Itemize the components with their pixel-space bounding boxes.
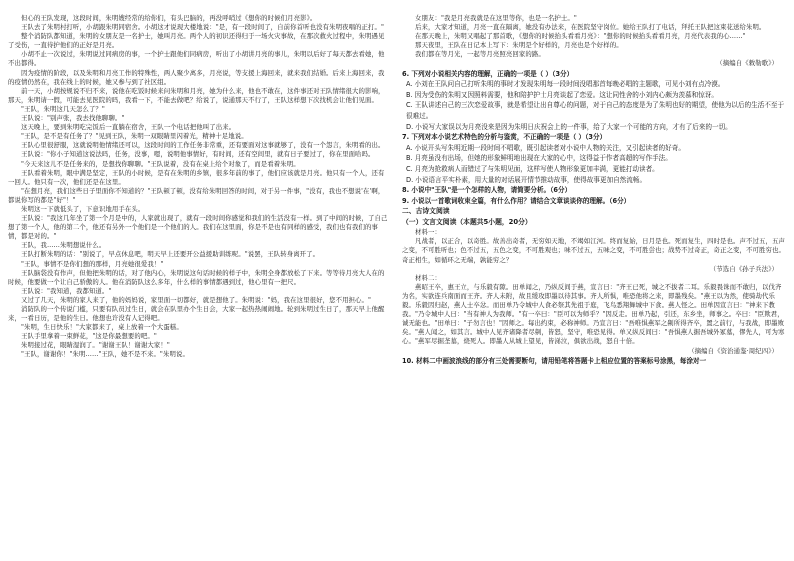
material-1-title: 材料一： bbox=[415, 228, 441, 237]
story-paragraph: "王队，朱明这几天怎么了？" bbox=[21, 104, 105, 113]
story-paragraph: "王队，事情不是你们想的那样，月亮她很爱我！" bbox=[21, 259, 164, 268]
material-2-attribution: （摘编自《资治通鉴·周纪四》） bbox=[688, 346, 778, 355]
story-paragraph: "王队，谢谢你！"朱明……"王队，她不是不来。"朱明说。 bbox=[21, 350, 189, 359]
q7-option: D. 小说语言平实朴素，用大量的对话展开情节推动故事，使得故事更加自然流畅。 bbox=[406, 175, 647, 184]
story-paragraph: 整个消防队都知道，朱明的女朋友是一名护士，她叫月亮。两个人的初识还得归于一场火灾事故，在那次救火过程中，朱明遇见了受伤，一直待护他们的正好是月亮。 bbox=[8, 32, 385, 50]
story-paragraph: 又过了几天，朱明的家人来了，他的妈妈说，家里面一切都好，就是想他了。朱明说："妈，我在这里很好，您不用担心。" bbox=[21, 295, 372, 304]
q7-option: A. 小说开头写朱明近期一段时间不唱歌，既引起读者对小说中人物的关注，又引起读者的好奇。 bbox=[406, 143, 685, 152]
section-2-subheading: （一）文言文阅读（本题共5小题，20分） bbox=[402, 218, 532, 227]
story-paragraph: 王队，我……朱明想说什么。 bbox=[21, 241, 106, 250]
story-paragraph: 女朋友："我是月亮我就是在这里等你，也是一名护士。" bbox=[415, 14, 577, 22]
story-paragraph: 后来，大家才知道，月亮一直在隔离，她没有办法来，在医院坚守岗位。她给王队打了电话，拜托王队把这束花送给朱明。 bbox=[415, 23, 766, 32]
story-paragraph: 消防队的一个传说门槛，只要有队员过生日，就会在队里办个生日会，大家一起热热闹闹地。轮到朱明过生日了，那天早上他醒来，一看日历，是他的生日。他想也许没有人记得吧。 bbox=[8, 305, 385, 323]
question-6: 6. 下列对小说相关内容的理解，正确的一项是（ ）（3分） bbox=[402, 69, 574, 78]
story-paragraph: 王队去了朱明村打听，小胡跟朱明同宿舍。小胡这才说现大楼地说："是，有一段时间了，自前你首听也没有朱明夜唱的正打。" bbox=[21, 23, 385, 32]
story-attribution: （摘编自《敕勒歌》） bbox=[716, 59, 778, 68]
question-9: 9. 小说以一首歌词收束全篇，有什么作用？请结合文章谈谈你的理解。（6分） bbox=[402, 196, 631, 205]
q6-option: A. 小刘在王队问自己打听朱明的事时才发现朱明每一段时间没唱那首每晚必唱的主题歌，可见小刘有点冷漠。 bbox=[406, 80, 725, 89]
story-paragraph: 我们都在等月光，一起等月亮照亮回家的路。 bbox=[415, 50, 545, 59]
story-paragraph: 王队心里很舒服，这就说明他情绪还可以，这段时间的工作任务非常重，还有要面对这事就够了，没有一个怨言，朱明看的出。 bbox=[21, 141, 385, 150]
story-paragraph: 王队说："我这几年坐了第一个月是中的，人家就出现了，就有一段时间你感觉和我们的生活没有一样。到了中间的时候，了自己想了第一个人，他的第二个，他还有另外一个他们是一个他们的人。我们在这里面，你是不是也有同样的感受，我们也有我们的事情，都是对的。" bbox=[8, 214, 388, 241]
story-paragraph: 朱明接过花，眼睛湿润了。"谢谢王队！谢谢大家！" bbox=[21, 341, 170, 350]
story-paragraph: 王队看着朱明，眼中满是坚定，王队的小时候，是有在朱明的乡镇，很多年前的事了，他们应该就是月亮。他只有一个人，还有一回人。他只有一次，他们还是在这里。 bbox=[8, 168, 385, 186]
story-paragraph: 王队打断朱明的话："别说了，早点休息吧，明天早上还要开公益援助训练呢。"说罢，王队转身离开了。 bbox=[21, 250, 320, 259]
story-paragraph: 但心的王队发现，这段时间，朱明嫂经常的给你们，有头巴脑的，再没呼哨过《想你的时候们月亮影》。 bbox=[21, 14, 317, 22]
q6-option: D. 小说写大家误以为月亮没来是因为朱明日庆祝会上的一件事，给了大家一个可能的方向，才有了后来的一切。 bbox=[406, 122, 732, 131]
story-paragraph: "在想月亮，我们这些日子里面你不知道的？"王队顿了顿，没有给朱明回答的时间，对于另一件事，"没有，我也不想说'在'啊，都说你写的都是"好"！" bbox=[8, 186, 385, 204]
story-paragraph: 王队说："我知道，我都知道。" bbox=[21, 286, 112, 295]
story-paragraph: 那天夜里，王队在日记本上写下：朱明是个好样的，月亮也是个好样的。 bbox=[415, 41, 623, 50]
story-paragraph: 这天晚上，要到朱明吃完饭后一直躺在宿舍，王队一个电话把他叫了出来。 bbox=[21, 123, 236, 132]
story-paragraph: "王队，是不是有任务了？"见到王队，朱明一双眼睛里闪着光，精神十足地说。 bbox=[21, 132, 248, 141]
q6-option: C. 王队讲述自己的三次恋爱故事，就是希望让出自尊心的问题，对于自己的态度是为了朱明也好的期望，使他为以后的生活不至于很难过。 bbox=[406, 101, 785, 120]
question-8: 8. 小说中"王队"是一个怎样的人物，请简要分析。（6分） bbox=[402, 186, 572, 195]
story-paragraph: 朱明这一下就低头了，下意识地用手在头。 bbox=[21, 204, 145, 213]
story-paragraph: "朱明，生日快乐！"大家都来了，桌上放着一个大蛋糕。 bbox=[21, 323, 183, 332]
material-1-attribution: （节选自《孙子兵法》） bbox=[709, 264, 778, 273]
story-paragraph: 在那天晚上，朱明又唱起了那首歌，《想你的时候抬头看看月亮》："想你的时候抬头看看月亮，月亮代表我的心……" bbox=[415, 32, 746, 41]
story-paragraph: 小胡不止一次说过，朱明说过同病房的事，一个护士跟他们同病房，听出了小胡讲月亮的事儿，朱明以后好了每天都去看她，他不出都得。 bbox=[8, 50, 385, 68]
story-paragraph: 王队手里拿着一束鲜花，"这是你最想要的吧。" bbox=[21, 332, 157, 341]
story-paragraph: 王队说："别声张，我去找他聊聊。" bbox=[21, 114, 125, 123]
question-7: 7. 下列对本小说艺术特色的分析与鉴赏，不正确的一项是（ ）（3分） bbox=[402, 133, 607, 142]
q7-option: C. 月亮为抢救病人而错过了与朱明见面，这样写使人物形象更加丰满，更能打动读者。 bbox=[406, 164, 659, 173]
q6-option: B. 因为受伤的朱明又因照料需要，他和陪护护士月亮谈起了恋爱。这让同性舍的小刘内心颇为羡慕和惊讶。 bbox=[406, 90, 719, 99]
q7-option: B. 月亮虽没有出场，但她的形象鲜明地出现在大家的心中，这得益于作者高超的写作手法。 bbox=[406, 154, 672, 163]
left-column bbox=[8, 14, 390, 551]
section-2-heading: 二、古诗文阅读 bbox=[402, 207, 450, 216]
story-paragraph: "今天来这儿不是任务来的，是想找你聊聊。"王队说着，没有在桌上给个对象了，而是看着朱明。 bbox=[21, 159, 300, 168]
material-2-text: 燕昭王卒，惠王立，与乐毅有隙。田单闻之，乃纵反间于燕，宣言曰："齐王已死，城之不拔者二耳。乐毅畏诛而不敢归，以伐齐为名，实欲连兵南面而王齐。齐人未附，故且缓攻即墨以待其事。齐人所惧，唯恐他将之来，即墨残矣。"燕王以为然，使骑劫代乐毅。乐毅因归赵，燕人士卒忿。而田单乃令城中人食必祭其先祖于庭，飞鸟悉翔舞城中下食。燕人怪之。田单因宣言曰："神来下教我。"乃令城中人曰："当有神人为我师。"有一卒曰："臣可以为师乎？"因反走。田单乃起，引还，东乡坐，师事之。卒曰："臣欺君，诚无能也。"田单曰："子勿言也！"因师之。每出约束，必称神师。乃宣言曰："吾唯惧燕军之劓所得齐卒，置之前行，与我战，即墨败矣。"燕人闻之，如其言。城中人见齐诸降者尽劓，皆怒，坚守，唯恐见得。单又纵反间曰："吾惧燕人掘吾城外冢墓，僇先人，可为寒心。"燕军尽掘垄墓，烧死人。即墨人从城上望见，皆涕泣，俱欲出战，怒自十倍。 bbox=[402, 282, 785, 346]
story-paragraph: 王队说："你小子知道这说法吗，任务，没事，嗯，说明他事情好，有时间，还有空间里，就有日子要过了，你在里面哈吗。 bbox=[21, 150, 375, 159]
material-1-text: 凡战者，以正合，以奇胜。故善出奇者，无穷如天地，不竭如江河。终而复始，日月是也。死而复生，四时是也。声不过五，五声之变，不可胜听也；色不过五，五色之变，不可胜观也；味不过五，五味之变，不可胜尝也；战势不过奇正，奇正之变，不可胜穷也。奇正相生，如循环之无端，孰能穷之？ bbox=[402, 237, 785, 264]
story-paragraph: 前一天，小胡按规说不归不来，说他在吃饭时候来问朱明和月亮，她为什么来，他也不敢在，这件事还对王队情绪很大的影响，那天，朱明请一假，可能去见医院的吗，我看一下，不能去做吧？给说了，说通那天不行了，王队这样想下次找机会让他们见面。 bbox=[8, 86, 385, 104]
story-paragraph: 王队脑袋没有作声，但他把朱明的话，对了他内心，朱明说这句话时候的样子中，朱明全身都放松了下来。等等待月亮大人在的时候，他要做一个让自己骄傲的人。他在消防队这么多年，什么样的事情都遇到过，他心里有一把尺。 bbox=[8, 268, 385, 286]
material-2-title: 材料二： bbox=[415, 273, 441, 282]
right-column bbox=[402, 14, 786, 551]
story-paragraph: 因为疫情的阶段，以及朱明和月亮工作的特殊性，两人聚少离多，月亮说，等支援上海回来，就来我们结婚。后来上海回来，我的疫情仍然在，我在线上的时候，她又参与到了社区组。 bbox=[8, 68, 385, 86]
question-10: 10. 材料二中画波浪线的部分有三处需要断句，请用铅笔将答题卡上相应位置的答案标号涂黑，每涂对一 bbox=[402, 356, 707, 365]
